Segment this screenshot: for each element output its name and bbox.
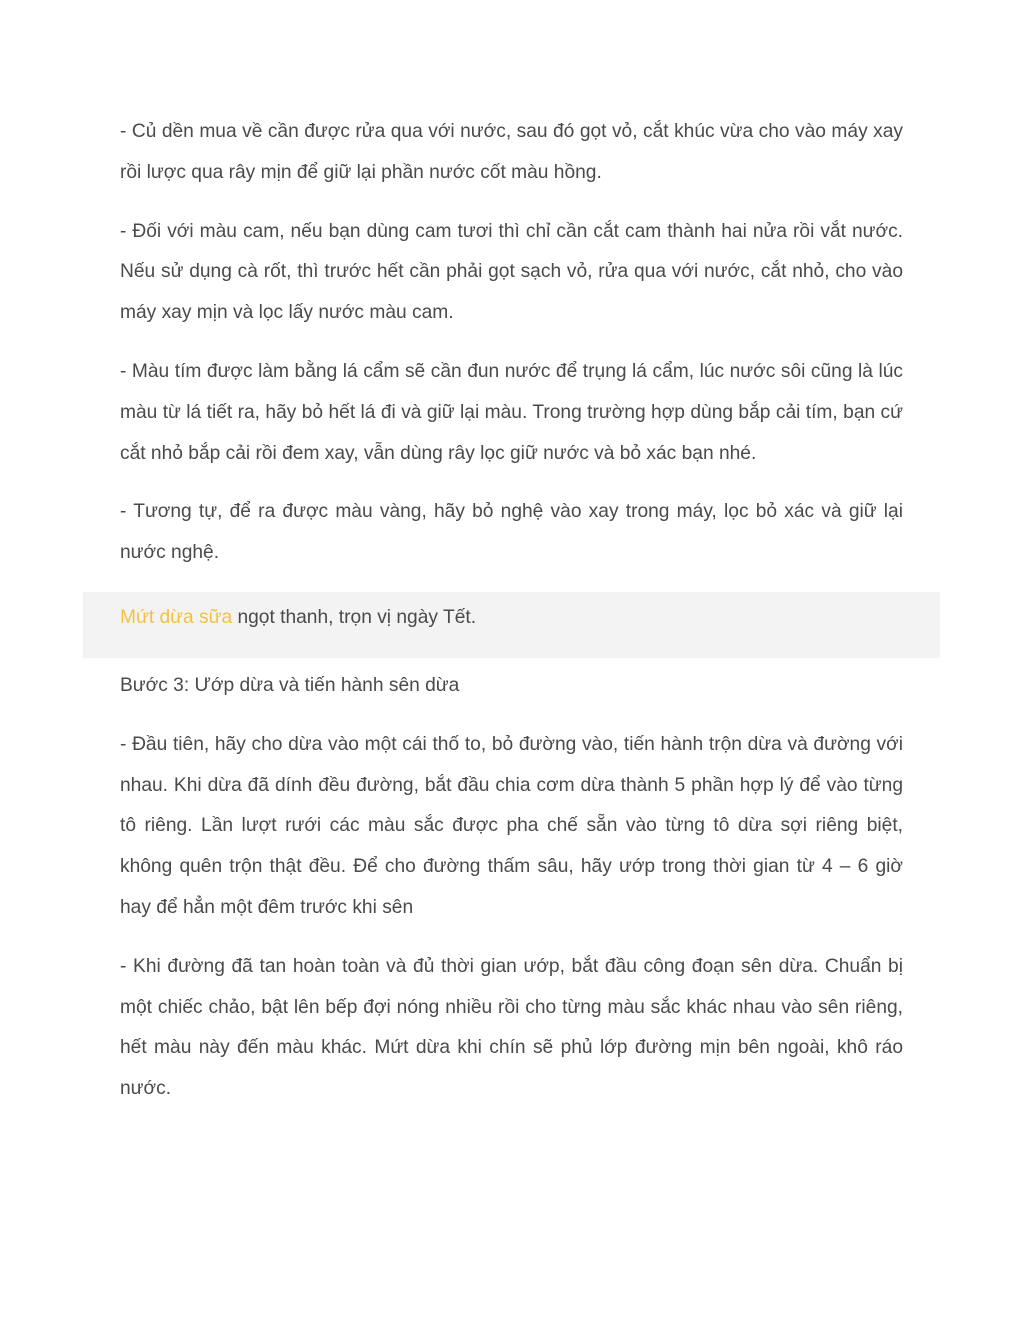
paragraph-orange: - Đối với màu cam, nếu bạn dùng cam tươi thì chỉ cần cắt cam thành hai nửa rồi vắt nước. Nếu sử dụng cà rốt, thì trước hết cần phải gọt sạch vỏ, rửa qua với nước, cắt nhỏ, cho vào máy xay mịn và lọc lấy nước màu cam. [120, 220, 903, 324]
related-article-callout [83, 592, 940, 658]
related-article-link[interactable]: Mứt dừa sữa [120, 606, 233, 628]
article-body [120, 112, 903, 1128]
paragraph-marinate: - Đầu tiên, hãy cho dừa vào một cái thố to, bỏ đường vào, tiến hành trộn dừa và đường với nhau. Khi dừa đã dính đều đường, bắt đầu chia cơm dừa thành 5 phần hợp lý để vào từng tô riêng. Lần lượt rưới các màu sắc được pha chế sẵn vào từng tô dừa sợi riêng biệt, không quên trộn thật đều. Để cho đường thấm sâu, hãy ướp trong thời gian từ 4 – 6 giờ hay để hẳn một đêm trước khi sên [120, 733, 903, 918]
paragraph-yellow: - Tương tự, để ra được màu vàng, hãy bỏ nghệ vào xay trong máy, lọc bỏ xác và giữ lại nước nghệ. [120, 501, 903, 564]
paragraph-beetroot: - Củ dền mua về cần được rửa qua với nước, sau đó gọt vỏ, cắt khúc vừa cho vào máy xay rồi lược qua rây mịn để giữ lại phần nước cốt màu hồng. [120, 121, 903, 183]
paragraph-cook: - Khi đường đã tan hoàn toàn và đủ thời gian ướp, bắt đầu công đoạn sên dừa. Chuẩn bị một chiếc chảo, bật lên bếp đợi nóng nhiều rồi cho từng màu sắc khác nhau vào sên riêng, hết màu này đến màu khác. Mứt dừa khi chín sẽ phủ lớp đường mịn bên ngoài, khô ráo nước. [120, 955, 903, 1100]
paragraph-purple: - Màu tím được làm bằng lá cẩm sẽ cần đun nước để trụng lá cẩm, lúc nước sôi cũng là lúc màu từ lá tiết ra, hãy bỏ hết lá đi và giữ lại màu. Trong trường hợp dùng bắp cải tím, bạn cứ cắt nhỏ bắp cải rồi đem xay, vẫn dùng rây lọc giữ nước và bỏ xác bạn nhé. [120, 360, 903, 464]
callout-rest-text: ngọt thanh, trọn vị ngày Tết. [232, 606, 477, 628]
callout-text [120, 598, 476, 639]
step-3-heading: Bước 3: Ướp dừa và tiến hành sên dừa [120, 674, 460, 696]
